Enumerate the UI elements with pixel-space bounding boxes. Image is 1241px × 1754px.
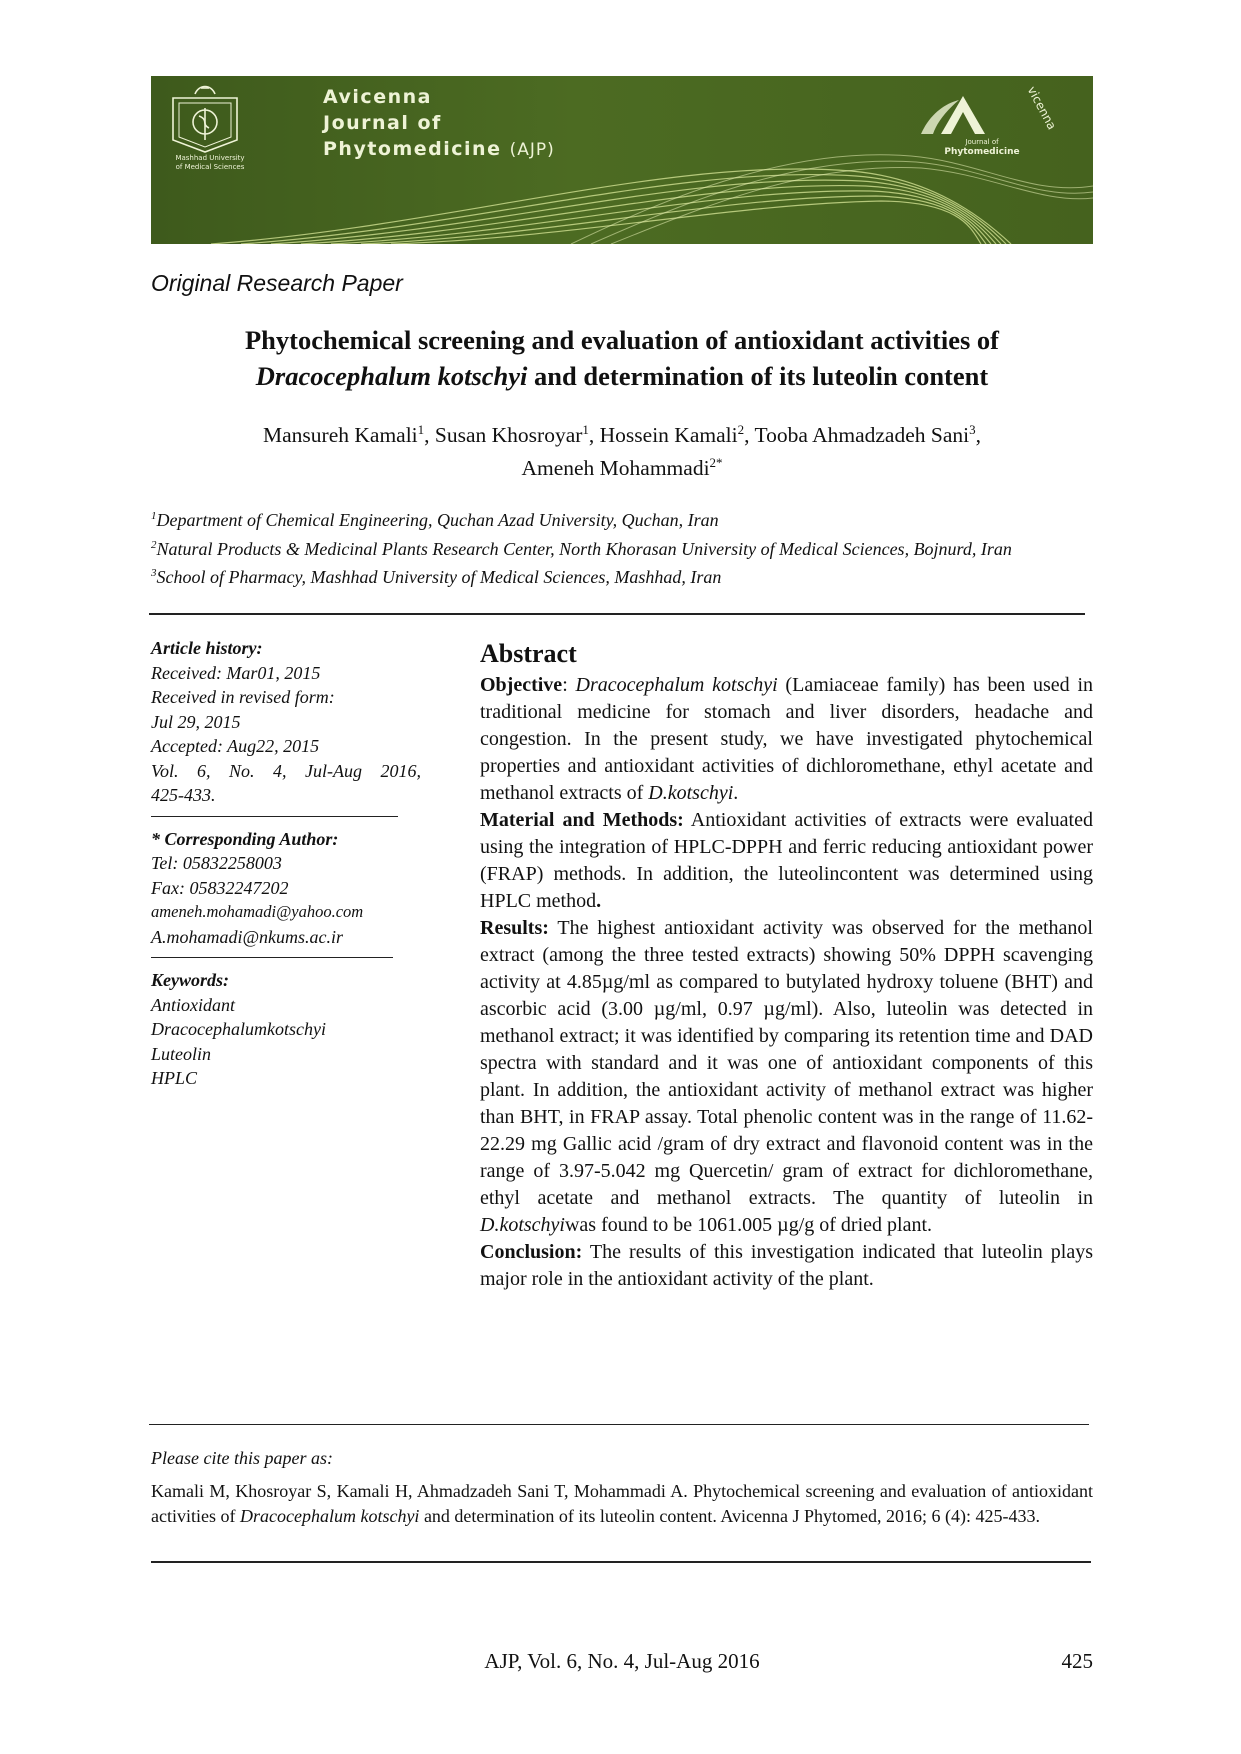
affiliation: $^3$School of Pharmacy, Mashhad University of Medical Sciences, Mashhad, Iran — [151, 567, 722, 587]
abstract-results: Results: The highest antioxidant activity was observed for the methanol extract (among the three tested extracts) showing 50% DPPH scavenging activity at 4.85µg/ml as compared to butylated hydroxy toluene (BHT) and ascorbic acid (3.00 µg/ml, 0.97 µg/ml). Also, luteolin was detected in methanol extract; it was identified by comparing its retention time and DAD spectra with standard and it was one of antioxidant components of this plant. In addition, the antioxidant activity of methanol extract was higher than BHT, in FRAP assay. Total phenolic content was in the range of 11.62-22.29 mg Gallic acid /gram of dry extract and flavonoid content was in the range of 3.97-5.042 mg Quercetin/ gram of extract for dichloromethane, ethyl acetate and methanol extracts. The quantity of luteolin in D.kotschyiwas found to be 1061.005 µg/g of dried plant. — [480, 917, 1093, 1236]
citation-block — [151, 1446, 1093, 1529]
citation-top-divider — [149, 1424, 1089, 1425]
author-name: Mansureh Kamali — [263, 423, 418, 448]
abstract-conclusion: Conclusion: The results of this investigation indicated that luteolin plays major role in the antioxidant activity of the plant. — [480, 1241, 1093, 1290]
university-caption: Mashhad University of Medical Sciences — [175, 154, 245, 171]
banner-journal-line3: Phytomedicine (AJP) — [323, 138, 555, 160]
title-line2: Dracocephalum kotschyi and determination of its luteolin content — [255, 361, 989, 391]
paper-type-label: Original Research Paper — [151, 270, 403, 296]
keywords-heading: Keywords: — [151, 970, 229, 990]
corresponding-fax: Fax: 05832247202 — [151, 877, 289, 898]
citation-text: Kamali M, Khosroyar S, Kamali H, Ahmadzadeh Sani T, Mohammadi A. Phytochemical screening and evaluation of antioxidant activities of Dracocephalum kotschyi and determination of its luteolin content. Avicenna J Phytomed, 2016; 6 (4): 425-433. — [151, 1481, 1093, 1526]
author-list: Mansureh Kamali$^1$, Susan Khosroyar$^1$, Hossein Kamali$^2$, Tooba Ahmadzadeh Sani$^3$, Ameneh Mohammadi$^{2*}$ — [263, 422, 981, 481]
author-name: Susan Khosroyar — [434, 423, 583, 448]
journal-banner — [151, 76, 1093, 244]
corresponding-author-heading: * Corresponding Author: — [151, 828, 339, 849]
page-number: 425 — [1061, 1649, 1093, 1673]
keyword: Dracocephalumkotschyi — [151, 1019, 326, 1039]
banner-journal-line2: Journal of — [323, 112, 442, 134]
history-line: Vol. 6, No. 4, Jul-Aug 2016, — [151, 760, 421, 781]
citation-label: Please cite this paper as: — [151, 1448, 333, 1468]
history-line: 425-433. — [151, 785, 216, 805]
corresponding-email-link[interactable]: A.mohamadi@nkums.ac.ir — [151, 926, 344, 947]
article-history-heading: Article history: — [151, 638, 263, 658]
sidebar-divider — [151, 957, 393, 958]
right-logo-line1: Journal of — [965, 138, 999, 146]
banner-artwork — [151, 76, 1093, 244]
banner-journal-abbr: (AJP) — [509, 140, 555, 160]
paper-title — [151, 322, 1093, 394]
right-logo-arc-text: vicenna — [1024, 84, 1060, 133]
corresponding-tel: Tel: 05832258003 — [151, 853, 282, 873]
avicenna-logo-mark — [921, 96, 985, 134]
author-name: Ameneh Mohammadi — [521, 456, 710, 481]
keyword: Antioxidant — [151, 994, 235, 1015]
header-divider — [149, 613, 1085, 615]
footer-journal-info: AJP, Vol. 6, No. 4, Jul-Aug 2016 — [484, 1649, 760, 1673]
banner-journal-line1: Avicenna — [323, 86, 432, 108]
right-logo-line2: Phytomedicine — [944, 147, 1020, 157]
abstract-objective: Objective: Dracocephalum kotschyi (Lamiaceae family) has been used in traditional medicine for stomach and liver disorders, headache and congestion. In the present study, we have investigated phytochemical properties and antioxidant activities of dichloromethane, ethyl acetate and methanol extracts of D.kotschyi. — [480, 674, 1094, 804]
affiliations — [151, 504, 1093, 590]
author-name: Hossein Kamali — [599, 423, 738, 448]
article-info-sidebar — [151, 636, 421, 1091]
abstract-heading: Abstract — [480, 639, 577, 668]
sidebar-divider — [151, 816, 398, 817]
author-name: Tooba Ahmadzadeh Sani — [754, 423, 970, 448]
university-emblem — [173, 87, 237, 153]
citation-bottom-divider — [151, 1561, 1091, 1563]
corresponding-email-link[interactable]: ameneh.mohamadi@yahoo.com — [151, 902, 364, 921]
history-line: Received in revised form: — [151, 687, 335, 707]
history-line: Jul 29, 2015 — [151, 711, 241, 732]
keyword: Luteolin — [151, 1043, 212, 1064]
history-line: Accepted: Aug22, 2015 — [151, 736, 320, 756]
abstract — [480, 636, 1093, 1293]
affiliation: $^2$Natural Products & Medicinal Plants Research Center, North Khorasan University of Medical Sciences, Bojnurd, Iran — [151, 538, 1012, 559]
abstract-methods: Material and Methods: Antioxidant activities of extracts were evaluated using the integration of HPLC-DPPH and ferric reducing antioxidant power (FRAP) methods. In addition, the luteolincontent was determined using HPLC method. — [480, 809, 1093, 912]
history-line: Received: Mar01, 2015 — [151, 662, 321, 683]
affiliation: $^1$Department of Chemical Engineering, Quchan Azad University, Quchan, Iran — [151, 510, 719, 530]
title-line1: Phytochemical screening and evaluation of antioxidant activities of — [245, 325, 999, 355]
keyword: HPLC — [151, 1068, 198, 1088]
